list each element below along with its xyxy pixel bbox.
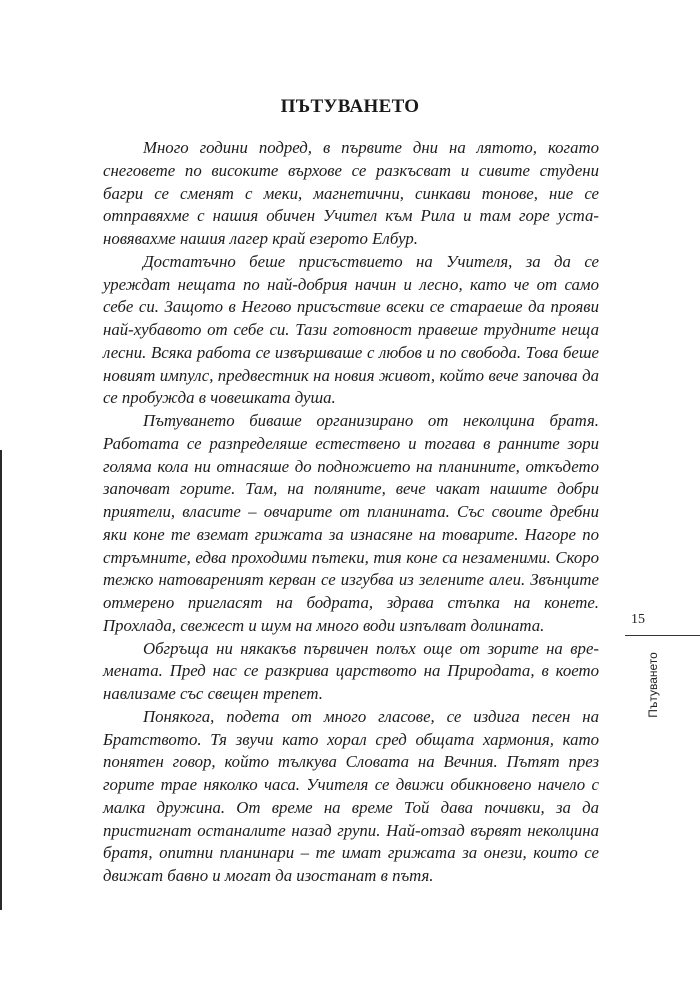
paragraph-4: Обгръща ни някакъв първичен полъх още от зорите на времената. Пред нас се разкрива царството на Природата, в което навлизаме със свещен трепет. bbox=[103, 638, 599, 703]
page-number: 15 bbox=[631, 612, 645, 627]
page-edge-shadow bbox=[0, 450, 2, 910]
running-header-label: Пътуването bbox=[646, 652, 660, 718]
body-text bbox=[103, 137, 599, 888]
running-header bbox=[643, 640, 663, 730]
paragraph-2: Достатъчно беше присъствието на Учителя, за да се уреждат нещата по най-добрия начин и лесно, като че от само себе си. Защото в Негово присъствие всеки се стараеше да прояви най-хубавото от себе си. Тази готовност правеше трудните неща лесни. Всяка работа се извършваше с любов и по свобода. Това беше новият импулс, предвестник на новия живот, който вече започва да се пробужда в човешката душа. bbox=[103, 251, 599, 408]
paragraph-5: Понякога, подета от много гласове, се издига песен на Братството. Тя звучи като хорал сред общата хармония, като понятен говор, който тълкува Словата на Вечния. Пътят през горите трае няколко часа. Учителя се движи обикновено начело с малка дружина. От време на време Той дава почивки, за да пристигнат останалите назад групи. Най-отзад вървят неколцина братя, опитни планинари – те имат грижата за онези, които се движат бавно и могат да изостанат в пътя. bbox=[103, 706, 599, 885]
page-title: ПЪТУВАНЕТО bbox=[280, 96, 420, 117]
running-header-rule bbox=[625, 635, 700, 636]
paragraph-3: Пътуването биваше организирано от неколцина братя. Работата се разпределяше естествено и тогава в ранните зори голяма кола ни отнасяше до подножието на планините, откъдето започват горите. Там, на поляните, вече чакат нашите добри приятели, власите – овчарите от планината. Със своите дребни яки коне те вземат грижата за изнасяне на товарите. Нагоре по стръмните, едва проходими пътеки, тия коне са незаменими. Скоро тежко натовареният керван се изгубва из зелените алеи. Звънците отмерено приглaсят на бодрата, здрава стъпка на конете. Прохлада, свежест и шум на много води изпълват долината. bbox=[103, 411, 599, 635]
paragraph-1: Много години подред, в първите дни на лятото, когато снеговете по високите върхове се разкъсват и сивите студени багри се сменят с меки, магнетични, синкави тонове, ние се отправяхме с нашия обичен Учител към Рила и там горе установявахме нашия лагер край езерото Елбур. bbox=[103, 138, 599, 248]
